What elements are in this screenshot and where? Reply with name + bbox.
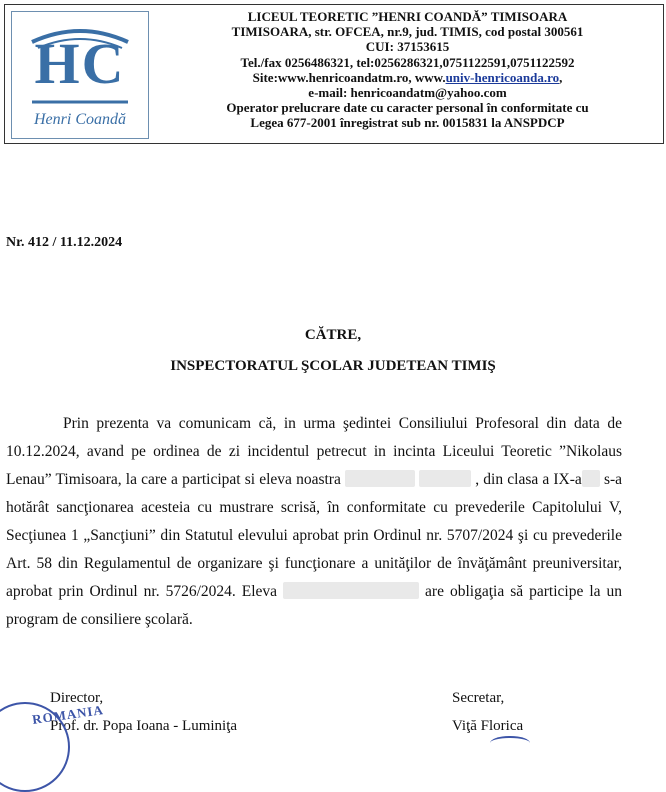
school-email: e-mail: henricoandatm@yahoo.com bbox=[308, 85, 507, 101]
school-site bbox=[155, 70, 660, 85]
school-phone: Tel./fax 0256486321, tel:0256286321,0751122591,0751122592 bbox=[240, 54, 575, 70]
school-name: LICEUL TEORETIC ”HENRI COANDĂ” TIMISOARA bbox=[247, 9, 568, 24]
site-suffix: , bbox=[559, 69, 563, 85]
stamp-text: ROMANIA bbox=[31, 702, 105, 727]
site-prefix: Site:www.henricoandatm.ro, www. bbox=[252, 69, 446, 85]
secretary-title: Secretar, bbox=[452, 690, 505, 706]
school-cui: CUI: 37153615 bbox=[365, 39, 450, 55]
director-name: Prof. dr. Popa Ioana - Luminiţa bbox=[50, 718, 238, 734]
secretary-signature bbox=[490, 736, 530, 750]
document-number: Nr. 412 / 11.12.2024 bbox=[6, 235, 123, 250]
school-address: TIMISOARA, str. OFCEA, nr.9, jud. TIMIS, cod postal 300561 bbox=[231, 24, 584, 40]
body-text-2: , din clasa a IX-a bbox=[471, 471, 582, 488]
director-title: Director, bbox=[50, 690, 104, 706]
body-text-1: Prin prezenta va comunicam că, in urma şedintei Consiliului Profesoral din data de 10.12.2024, avand pe ordinea de zi incidentul petrecut in incinta Liceului Teoretic ”Nikolaus Lenau” Timisoara, la care a participat si eleva noastra bbox=[6, 415, 622, 488]
logo-initials: HC bbox=[34, 31, 126, 96]
body-paragraph bbox=[6, 410, 622, 634]
body-text-3: s-a hotărât sancţionarea acesteia cu mustrare scrisă, în conformitate cu prevederile Capitolului V, Secţiunea 1 „Sancţiuni” din Statutul elevului aprobat prin Ordinul nr. 5707/2024 şi cu prevederile Art. 58 din Regulamentul de organizare şi funcţionare a unităţilor de învăţământ preuniversitar, aprobat prin Ordinul nr. 5726/2024. Eleva bbox=[6, 471, 623, 600]
recipient-name: INSPECTORATUL ŞCOLAR JUDETEAN TIMIŞ bbox=[170, 358, 496, 374]
redacted-surname bbox=[419, 470, 471, 487]
letter-body bbox=[6, 410, 622, 634]
school-info bbox=[155, 9, 660, 131]
letterhead bbox=[4, 4, 664, 144]
school-logo bbox=[11, 11, 149, 139]
gdpr-line-1: Operator prelucrare date cu caracter personal în conformitate cu bbox=[226, 100, 589, 116]
site-link[interactable]: univ-henricoanda.ro bbox=[445, 69, 560, 85]
redacted-name bbox=[345, 470, 415, 487]
recipient-heading: CĂTRE, bbox=[304, 327, 362, 343]
body-text-4: are obligaţia să participe la un program de consiliere şcolară. bbox=[6, 583, 622, 628]
redacted-class bbox=[582, 470, 600, 487]
redacted-student bbox=[283, 582, 419, 599]
gdpr-line-2: Legea 677-2001 înregistrat sub nr. 0015831 la ANSPDCP bbox=[250, 115, 565, 131]
logo-name: Henri Coandă bbox=[34, 111, 126, 128]
secretary-name: Viţă Florica bbox=[452, 718, 524, 734]
